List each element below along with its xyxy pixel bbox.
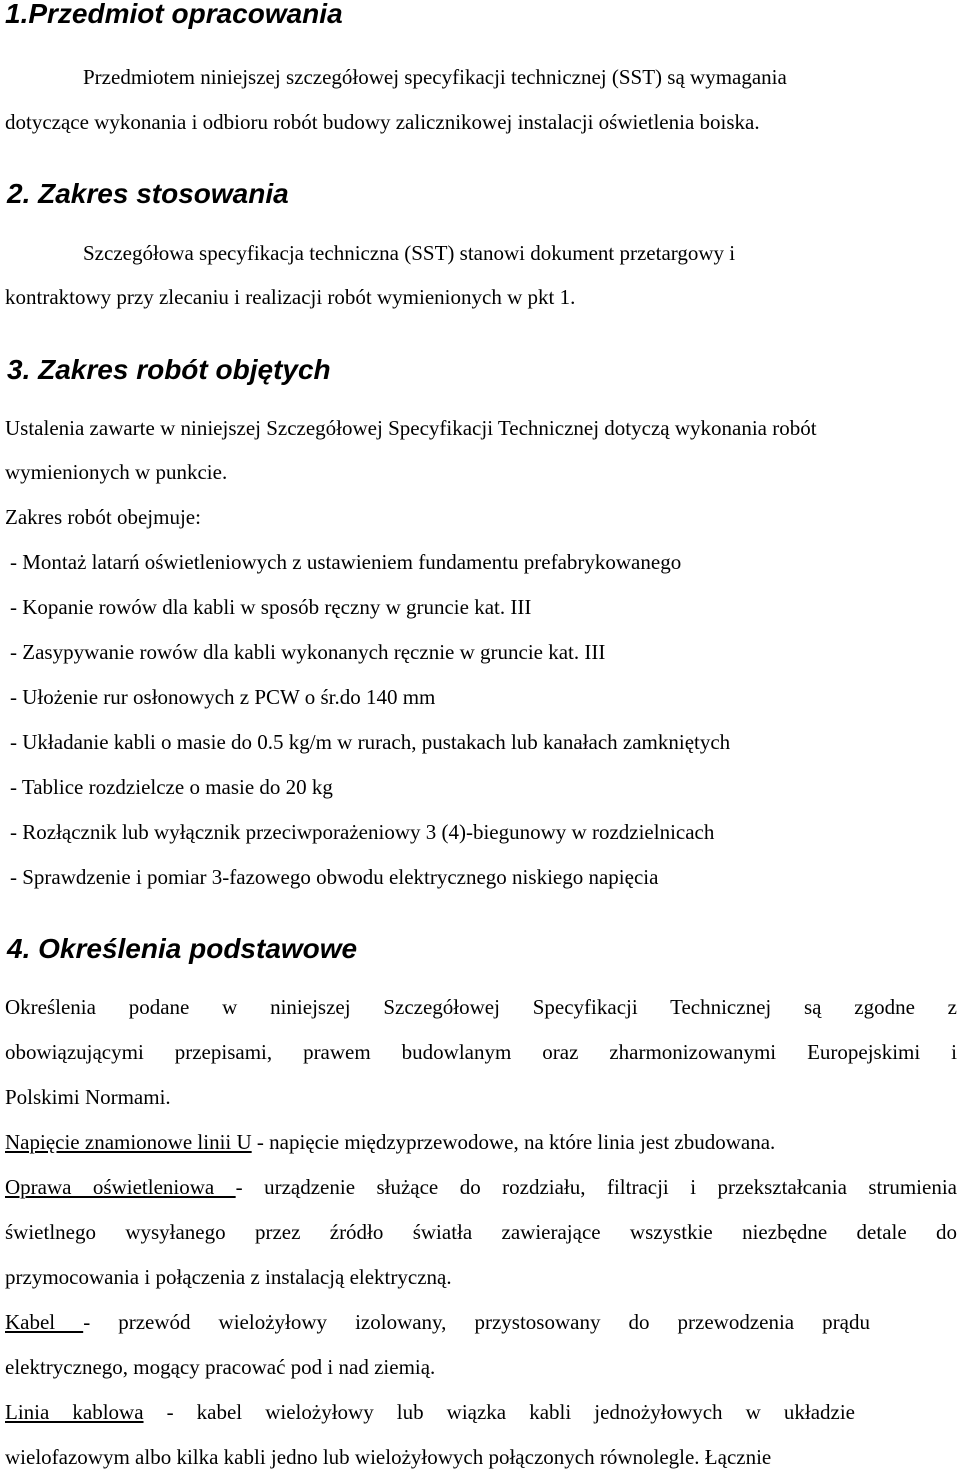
section-2-paragraph-line-2: kontraktowy przy zlecaniu i realizacji robót wymienionych w pkt 1.	[5, 285, 576, 309]
definition-text: - przewód wielożyłowy izolowany, przystosowany do przewodzenia prądu	[83, 1310, 870, 1334]
section-2-heading: 2. Zakres stosowania	[7, 178, 289, 209]
definition-text: - napięcie międzyprzewodowe, na które linia jest zbudowana.	[251, 1130, 776, 1154]
scope-list-item: - Kopanie rowów dla kabli w sposób ręczny w gruncie kat. III	[10, 595, 532, 619]
definition-rated-voltage	[5, 1127, 775, 1157]
definition-cable-line-1	[5, 1307, 870, 1337]
section-1-heading: 1.Przedmiot opracowania	[5, 0, 343, 29]
definition-term: Oprawa oświetleniowa	[5, 1175, 236, 1199]
definition-cable-line-def-2: wielofazowym albo kilka kabli jedno lub wielożyłowych połączonych równolegle. Łącznie	[5, 1445, 772, 1469]
scope-list-item: - Zasypywanie rowów dla kabli wykonanych ręcznie w gruncie kat. III	[10, 640, 606, 664]
section-3-paragraph-line-1: Ustalenia zawarte w niniejszej Szczegółowej Specyfikacji Technicznej dotyczą wykonania robót	[5, 416, 817, 440]
definition-term: Napięcie znamionowe linii U	[5, 1130, 252, 1154]
section-2-paragraph-line-1: Szczegółowa specyfikacja techniczna (SST) stanowi dokument przetargowy i	[83, 241, 736, 265]
scope-list-item: - Montaż latarń oświetleniowych z ustawieniem fundamentu prefabrykowanego	[10, 550, 682, 574]
section-3-heading: 3. Zakres robót objętych	[7, 354, 331, 385]
definition-text: - urządzenie służące do rozdziału, filtracji i przekształcania strumienia	[235, 1175, 957, 1199]
definition-luminaire-line-1	[5, 1172, 957, 1202]
section-4-heading: 4. Określenia podstawowe	[7, 933, 358, 964]
scope-list-item: - Rozłącznik lub wyłącznik przeciwporażeniowy 3 (4)-biegunowy w rozdzielnicach	[10, 820, 715, 844]
scope-list-item: - Układanie kabli o masie do 0.5 kg/m w rurach, pustakach lub kanałach zamkniętych	[10, 730, 731, 754]
section-4-paragraph-line-1: Określenia podane w niniejszej Szczegółowej Specyfikacji Technicznej są zgodne z	[5, 995, 957, 1019]
definition-luminaire-line-2: świetlnego wysyłanego przez źródło światła zawierające wszystkie niezbędne detale do	[5, 1220, 957, 1244]
scope-intro: Zakres robót obejmuje:	[5, 505, 201, 529]
section-4-paragraph-line-3: Polskimi Normami.	[5, 1085, 171, 1109]
definition-term: Linia kablowa	[5, 1400, 144, 1424]
definition-term: Kabel	[5, 1310, 84, 1334]
definition-luminaire-line-3: przymocowania i połączenia z instalacją elektryczną.	[5, 1265, 452, 1289]
definition-text: - kabel wielożyłowy lub wiązka kabli jednożyłowych w układzie	[143, 1400, 855, 1424]
scope-list-item: - Sprawdzenie i pomiar 3-fazowego obwodu elektrycznego niskiego napięcia	[10, 865, 659, 889]
scope-list-item: - Tablice rozdzielcze o masie do 20 kg	[10, 775, 333, 799]
scope-list-item: - Ułożenie rur osłonowych z PCW o śr.do 140 mm	[10, 685, 436, 709]
section-1-paragraph-line-1: Przedmiotem niniejszej szczegółowej specyfikacji technicznej (SST) są wymagania	[83, 65, 787, 89]
definition-cable-line-2: elektrycznego, mogący pracować pod i nad ziemią.	[5, 1355, 436, 1379]
section-1-paragraph-line-2: dotyczące wykonania i odbioru robót budowy zalicznikowej instalacji oświetlenia boiska.	[5, 110, 760, 134]
definition-cable-line-def-1	[5, 1397, 855, 1427]
section-3-paragraph-line-2: wymienionych w punkcie.	[5, 460, 228, 484]
section-4-paragraph-line-2: obowiązującymi przepisami, prawem budowlanym oraz zharmonizowanymi Europejskimi i	[5, 1040, 957, 1064]
